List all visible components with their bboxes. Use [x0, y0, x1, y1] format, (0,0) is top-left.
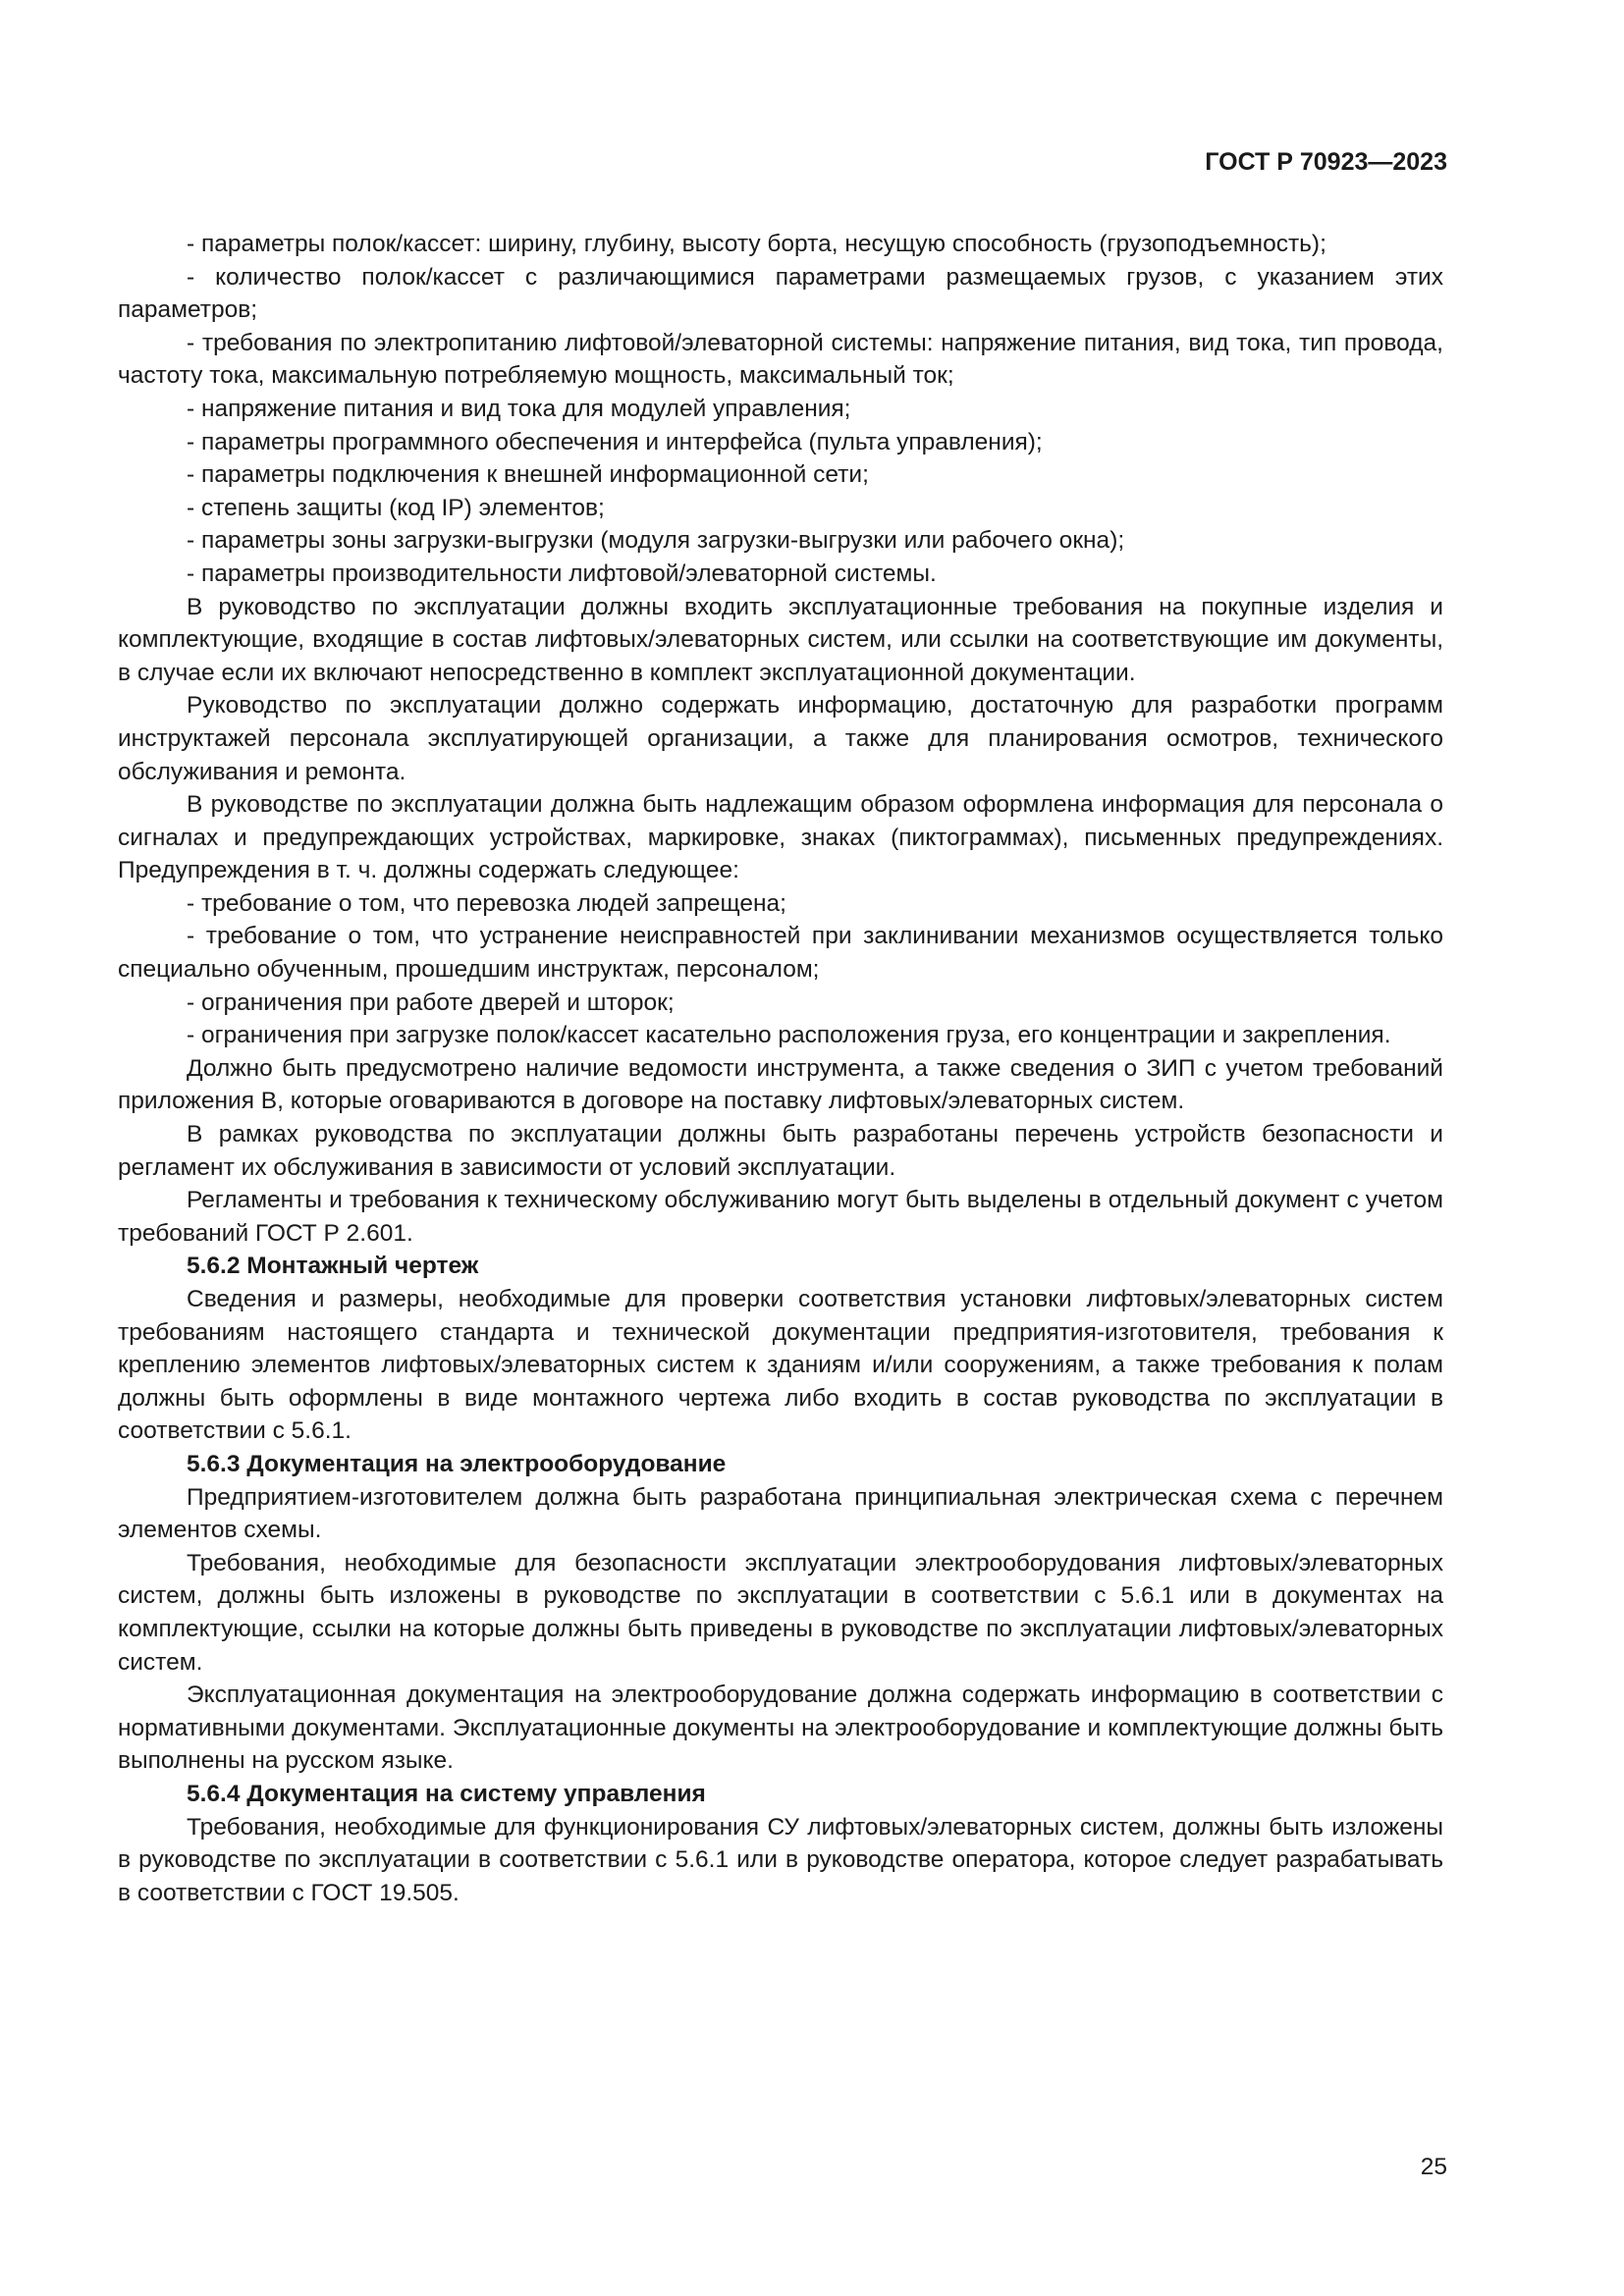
- list-item: - параметры производительности лифтовой/элеваторной системы.: [187, 560, 937, 587]
- body-paragraph: Эксплуатационная документация на электрооборудование должна содержать информацию в соответствии с нормативными документами. Эксплуатационные документы на электрооборудование и комплектующие должны быть выполнены на русском языке.: [118, 1682, 1443, 1775]
- body-paragraph: Регламенты и требования к техническому обслуживанию могут быть выделены в отдельный документ с учетом требований ГОСТ Р 2.601.: [118, 1187, 1443, 1247]
- body-paragraph: Предприятием-изготовителем должна быть разработана принципиальная электрическая схема с перечнем элементов схемы.: [118, 1483, 1443, 1544]
- list-item: - требования по электропитанию лифтовой/элеваторной системы: напряжение питания, вид тока, тип провода, частоту тока, максимальную потребляемую мощность, максимальный ток;: [118, 329, 1443, 390]
- body-paragraph: Требования, необходимые для безопасности эксплуатации электрооборудования лифтовых/элеваторных систем, должны быть изложены в руководстве по эксплуатации в соответствии с 5.6.1 или в документах на комплектующие, ссылки на которые должны быть приведены в руководстве по эксплуатации лифтовых/элеваторных систем.: [118, 1549, 1443, 1676]
- list-item: - требование о том, что перевозка людей запрещена;: [187, 889, 786, 917]
- body-paragraph: В рамках руководства по эксплуатации должны быть разработаны перечень устройств безопасности и регламент их обслуживания в зависимости от условий эксплуатации.: [118, 1121, 1443, 1181]
- list-item: - ограничения при загрузке полок/кассет касательно расположения груза, его концентрации и закрепления.: [187, 1022, 1391, 1049]
- body-paragraph: В руководство по эксплуатации должны входить эксплуатационные требования на покупные изделия и комплектующие, входящие в состав лифтовых/элеваторных систем, или ссылки на соответствующие им документы, в случае если их включают непосредственно в комплект эксплуатационной документации.: [118, 593, 1443, 686]
- list-item: - степень защиты (код IP) элементов;: [187, 494, 605, 521]
- list-item: - параметры полок/кассет: ширину, глубину, высоту борта, несущую способность (грузоподъемность);: [187, 231, 1326, 257]
- body-paragraph: Должно быть предусмотрено наличие ведомости инструмента, а также сведения о ЗИП с учетом требований приложения В, которые оговариваются в договоре на поставку лифтовых/элеваторных систем.: [118, 1054, 1443, 1115]
- section-heading: 5.6.4 Документация на систему управления: [187, 1780, 706, 1807]
- list-item: - требование о том, что устранение неисправностей при заклинивании механизмов осуществляется только специально обученным, прошедшим инструктаж, персоналом;: [118, 923, 1443, 984]
- standard-designation: ГОСТ Р 70923—2023: [1205, 148, 1447, 176]
- page-content: [118, 228, 1443, 1909]
- page-number: 25: [1420, 2154, 1447, 2180]
- list-item: - количество полок/кассет с различающимися параметрами размещаемых грузов, с указанием этих параметров;: [118, 263, 1443, 324]
- body-paragraph: Сведения и размеры, необходимые для проверки соответствия установки лифтовых/элеваторных систем требованиям настоящего стандарта и технической документации предприятия-изготовителя, требования к креплению элементов лифтовых/элеваторных систем к зданиям и/или сооружениям, а также требования к полам должны быть оформлены в виде монтажного чертежа либо входить в состав руководства по эксплуатации в соответствии с 5.6.1.: [118, 1286, 1443, 1445]
- list-item: - напряжение питания и вид тока для модулей управления;: [187, 395, 851, 422]
- list-item: - параметры подключения к внешней информационной сети;: [187, 461, 869, 489]
- section-heading: 5.6.2 Монтажный чертеж: [187, 1253, 479, 1280]
- list-item: - ограничения при работе дверей и шторок;: [187, 988, 675, 1016]
- body-paragraph: Руководство по эксплуатации должно содержать информацию, достаточную для разработки программ инструктажей персонала эксплуатирующей организации, а также для планирования осмотров, технического обслуживания и ремонта.: [118, 692, 1443, 785]
- body-paragraph: В руководстве по эксплуатации должна быть надлежащим образом оформлена информация для персонала о сигналах и предупреждающих устройствах, маркировке, знаках (пиктограммах), письменных предупреждениях. Предупреждения в т. ч. должны содержать следующее:: [118, 791, 1443, 884]
- section-heading: 5.6.3 Документация на электрооборудование: [187, 1450, 727, 1477]
- list-item: - параметры программного обеспечения и интерфейса (пульта управления);: [187, 428, 1043, 455]
- body-paragraph: Требования, необходимые для функционирования СУ лифтовых/элеваторных систем, должны быть изложены в руководстве по эксплуатации в соответствии с 5.6.1 или в руководстве оператора, которое следует разрабатывать в соответствии с ГОСТ 19.505.: [118, 1813, 1443, 1906]
- list-item: - параметры зоны загрузки-выгрузки (модуля загрузки-выгрузки или рабочего окна);: [187, 527, 1125, 555]
